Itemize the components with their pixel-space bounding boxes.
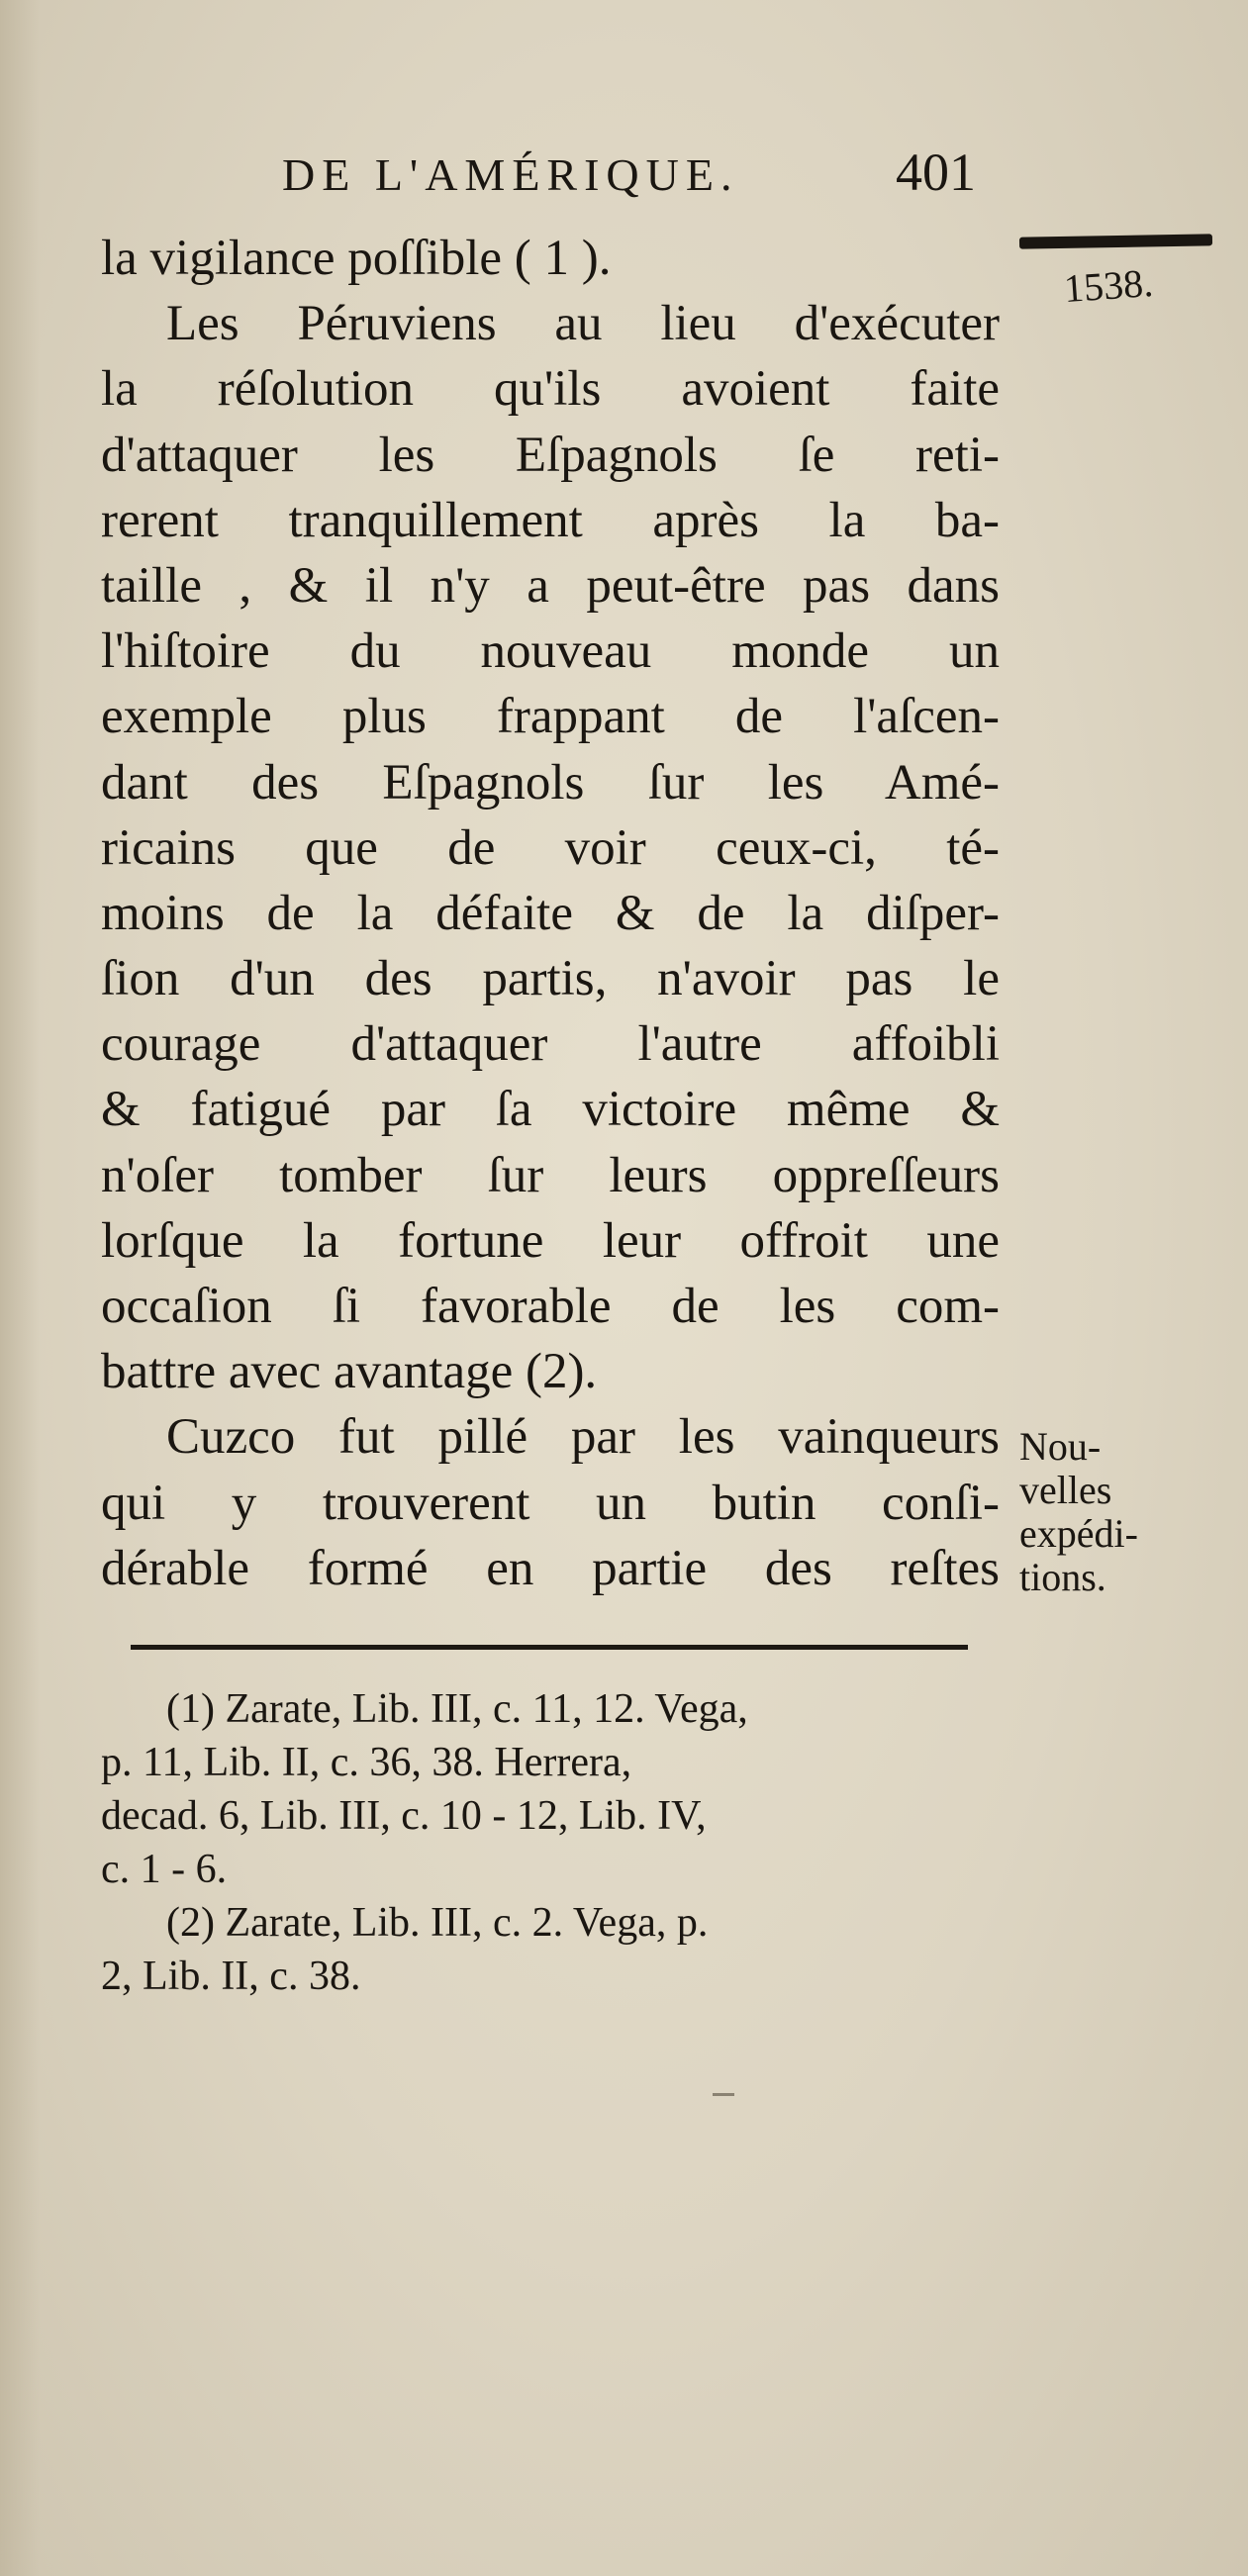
body-line: dérable formé en partie des reſtes	[101, 1540, 1000, 1596]
body-line: Les Péruviens au lieu d'exécuter	[166, 296, 1000, 352]
body-line: d'attaquer les Eſpagnols ſe reti-	[101, 427, 1000, 483]
footnote-rule	[131, 1645, 968, 1650]
body-line: & fatigué par ſa victoire même &	[101, 1082, 1000, 1138]
margin-strike-mark	[1019, 234, 1212, 248]
body-line: dant des Eſpagnols ſur les Amé-	[101, 754, 1000, 811]
margin-note-line: Nou-	[1019, 1424, 1102, 1469]
page-number: 401	[896, 143, 976, 202]
margin-note-line: velles	[1019, 1468, 1112, 1512]
body-line: occaſion ſi favorable de les com-	[101, 1279, 1000, 1334]
body-line: l'hiſtoire du nouveau monde un	[101, 623, 1000, 680]
body-line: rerent tranquillement après la ba-	[101, 492, 1000, 548]
body-line: ricains que de voir ceux-ci, té-	[101, 819, 1000, 876]
body-line: Cuzco fut pillé par les vainqueurs	[166, 1409, 1000, 1466]
body-line: n'oſer tomber ſur leurs oppreſſeurs	[101, 1147, 1000, 1203]
body-line: courage d'attaquer l'autre affoibli	[101, 1016, 1000, 1073]
body-line: la réſolution qu'ils avoient faite	[101, 361, 1000, 418]
body-line: qui y trouverent un butin conſi-	[101, 1475, 1000, 1531]
body-line: taille , & il n'y a peut-être pas dans	[101, 557, 1000, 614]
footnote-line: decad. 6, Lib. III, c. 10 - 12, Lib. IV,	[101, 1793, 707, 1839]
body-line: la vigilance poſſible ( 1 ).	[101, 231, 612, 286]
body-line: moins de la défaite & de la diſper-	[101, 885, 1000, 941]
body-line: exemple plus frappant de l'aſcen-	[101, 689, 1000, 745]
margin-year: 1538.	[1062, 259, 1155, 312]
footnotes	[101, 1682, 1000, 2003]
margin-note	[1019, 1425, 1138, 1599]
footnote-line: c. 1 - 6.	[101, 1847, 228, 1892]
footnote-line: 2, Lib. II, c. 38.	[101, 1954, 361, 1999]
body-line: battre avec avantage (2).	[101, 1344, 598, 1400]
body-line: lorſque la fortune leur offroit une	[101, 1212, 1000, 1269]
body-line: ſion d'un des partis, n'avoir pas le	[101, 951, 1000, 1007]
body-text	[101, 226, 1000, 1601]
footnote-line: p. 11, Lib. II, c. 36, 38. Herrera,	[101, 1740, 632, 1785]
footnote-line: (2) Zarate, Lib. III, c. 2. Vega, p.	[166, 1900, 709, 1946]
footnote-line: (1) Zarate, Lib. III, c. 11, 12. Vega,	[166, 1686, 748, 1732]
margin-note-line: tions.	[1019, 1555, 1106, 1599]
margin-note-line: expédi-	[1019, 1511, 1138, 1556]
printer-mark	[713, 2093, 734, 2096]
running-head: DE L'AMÉRIQUE.	[282, 149, 739, 200]
